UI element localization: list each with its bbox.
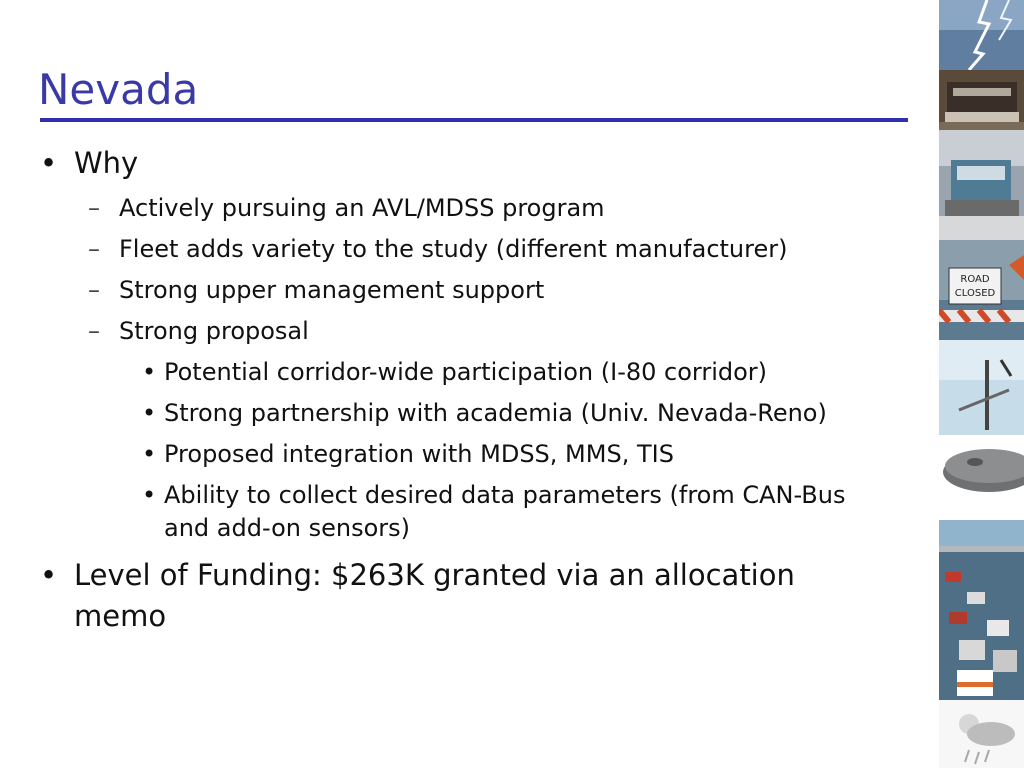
truck-front-photo [939,70,1024,130]
dash-marker: – [88,317,100,345]
dash-marker: – [88,276,100,304]
bullet-text: and add-on sensors) [164,514,410,542]
bullet-text: Potential corridor-wide participation (I-80 corridor) [164,358,768,386]
bullet-text: Ability to collect desired data parameters (from CAN-Bus [164,481,846,509]
bullet-marker: • [142,399,157,427]
bullet-text: Strong partnership with academia (Univ. Nevada-Reno) [164,399,827,427]
snow-plow-truck-photo [939,130,1024,240]
bullet-text: memo [74,599,167,633]
bullet-text: Strong proposal [119,317,309,345]
sign-text: ROAD [960,274,990,285]
bullet-text: Strong upper management support [119,276,545,304]
wind-sensor-photo [939,340,1024,435]
dash-marker: – [88,235,100,263]
image-strip-graphic [939,0,1024,768]
weather-icon [939,700,1024,768]
bullet-text: Proposed integration with MDSS, MMS, TIS [164,440,674,468]
road-closed-sign-photo [939,240,1024,340]
lightning-photo [939,0,1024,70]
bullet-marker: • [142,440,157,468]
sign-text: CLOSED [954,288,996,299]
highway-traffic-photo [939,520,1024,700]
bullet-text: Actively pursuing an AVL/MDSS program [119,194,605,222]
bullet-marker: • [40,558,58,592]
dash-marker: – [88,194,100,222]
pavement-sensor-photo [939,435,1024,520]
bullet-marker: • [40,146,58,180]
bullet-text: Level of Funding: $263K granted via an allocation [74,558,795,592]
image-strip [939,0,1024,768]
bullet-text: Why [74,146,139,180]
bullet-marker: • [142,481,157,509]
bullet-text: Fleet adds variety to the study (different manufacturer) [119,235,788,263]
slide-title: Nevada [38,65,199,114]
bullet-marker: • [142,358,157,386]
